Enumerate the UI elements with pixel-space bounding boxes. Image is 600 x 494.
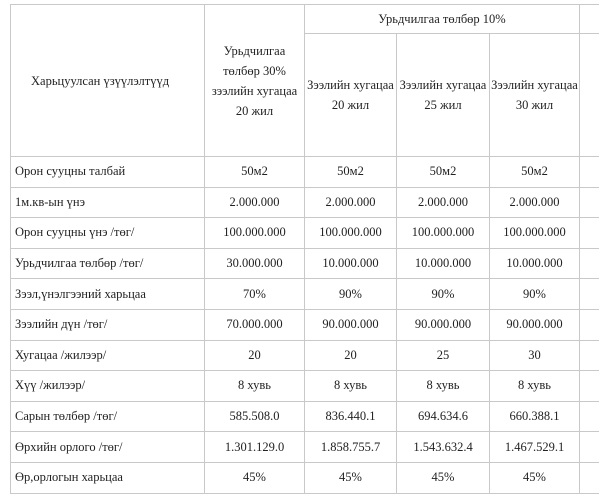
- table-row: [11, 218, 599, 249]
- table-row: [11, 462, 599, 493]
- row-value: 8 хувь: [205, 371, 305, 402]
- table-row: [11, 309, 599, 340]
- row-value: 50м2: [205, 157, 305, 188]
- row-value: 2.000.000: [397, 187, 490, 218]
- row-value: 45%: [490, 462, 580, 493]
- row-value: 660.388.1: [490, 401, 580, 432]
- table-row: [11, 432, 599, 463]
- edge-cell: [580, 371, 599, 402]
- edge-cell: [580, 248, 599, 279]
- row-value: 20: [305, 340, 397, 371]
- row-value: 25: [397, 340, 490, 371]
- row-value: 30.000.000: [205, 248, 305, 279]
- row-label: Хугацаа /жилээр/: [11, 340, 205, 371]
- row-value: 694.634.6: [397, 401, 490, 432]
- group-10-header: Урьдчилгаа төлбөр 10%: [305, 5, 580, 34]
- edge-cell: [580, 157, 599, 188]
- edge-cell: [580, 187, 599, 218]
- row-value: 2.000.000: [305, 187, 397, 218]
- row-label: Өрхийн орлого /төг/: [11, 432, 205, 463]
- row-value: 1.858.755.7: [305, 432, 397, 463]
- row-value: 10.000.000: [397, 248, 490, 279]
- row-value: 836.440.1: [305, 401, 397, 432]
- row-value: 8 хувь: [397, 371, 490, 402]
- row-value: 90%: [305, 279, 397, 310]
- table-body: [11, 157, 599, 494]
- row-value: 100.000.000: [490, 218, 580, 249]
- table-row: [11, 248, 599, 279]
- row-value: 70%: [205, 279, 305, 310]
- row-label: Орон сууцны талбай: [11, 157, 205, 188]
- row-value: 1.467.529.1: [490, 432, 580, 463]
- row-label: 1м.кв-ын үнэ: [11, 187, 205, 218]
- row-value: 8 хувь: [305, 371, 397, 402]
- row-value: 45%: [205, 462, 305, 493]
- row-value: 1.543.632.4: [397, 432, 490, 463]
- edge-cell: [580, 340, 599, 371]
- row-value: 20: [205, 340, 305, 371]
- row-value: 45%: [397, 462, 490, 493]
- row-value: 90.000.000: [397, 309, 490, 340]
- table-row: [11, 157, 599, 188]
- edge-cell: [580, 218, 599, 249]
- row-value: 50м2: [305, 157, 397, 188]
- edge-cell: [580, 401, 599, 432]
- table-row: [11, 279, 599, 310]
- edge-cell: [580, 279, 599, 310]
- edge-cell: [580, 432, 599, 463]
- edge-cell: [580, 5, 599, 34]
- row-value: 90%: [397, 279, 490, 310]
- row-value: 2.000.000: [490, 187, 580, 218]
- sub-header-25: Зээлийн хугацаа 25 жил: [397, 34, 490, 157]
- row-value: 100.000.000: [397, 218, 490, 249]
- row-value: 90%: [490, 279, 580, 310]
- table-row: [11, 401, 599, 432]
- table-row: [11, 371, 599, 402]
- row-value: 90.000.000: [305, 309, 397, 340]
- sub-header-30: Зээлийн хугацаа 30 жил: [490, 34, 580, 157]
- row-value: 70.000.000: [205, 309, 305, 340]
- row-value: 90.000.000: [490, 309, 580, 340]
- row-label: Өр,орлогын харьцаа: [11, 462, 205, 493]
- row-label: Сарын төлбөр /төг/: [11, 401, 205, 432]
- row-label: Хүү /жилээр/: [11, 371, 205, 402]
- row-value: 30: [490, 340, 580, 371]
- edge-cell: [580, 462, 599, 493]
- row-value: 50м2: [397, 157, 490, 188]
- comparison-table: [10, 4, 599, 494]
- row-value: 50м2: [490, 157, 580, 188]
- row-value: 10.000.000: [305, 248, 397, 279]
- row-label: Зээлийн дүн /төг/: [11, 309, 205, 340]
- header-row-top: [11, 5, 599, 34]
- row-value: 585.508.0: [205, 401, 305, 432]
- edge-cell: [580, 34, 599, 157]
- sub-header-20: Зээлийн хугацаа 20 жил: [305, 34, 397, 157]
- edge-cell: [580, 309, 599, 340]
- row-value: 1.301.129.0: [205, 432, 305, 463]
- row-label: Орон сууцны үнэ /төг/: [11, 218, 205, 249]
- row-value: 100.000.000: [305, 218, 397, 249]
- row-value: 100.000.000: [205, 218, 305, 249]
- row-label: Урьдчилгаа төлбөр /төг/: [11, 248, 205, 279]
- scenario-30-header: Урьдчилгаа төлбөр 30% зээлийн хугацаа 20 жил: [205, 5, 305, 157]
- table-row: [11, 340, 599, 371]
- table-row: [11, 187, 599, 218]
- row-value: 8 хувь: [490, 371, 580, 402]
- row-value: 10.000.000: [490, 248, 580, 279]
- row-value: 2.000.000: [205, 187, 305, 218]
- row-label: Зээл,үнэлгээний харьцаа: [11, 279, 205, 310]
- row-label-header: Харьцуулсан үзүүлэлтүүд: [11, 5, 205, 157]
- row-value: 45%: [305, 462, 397, 493]
